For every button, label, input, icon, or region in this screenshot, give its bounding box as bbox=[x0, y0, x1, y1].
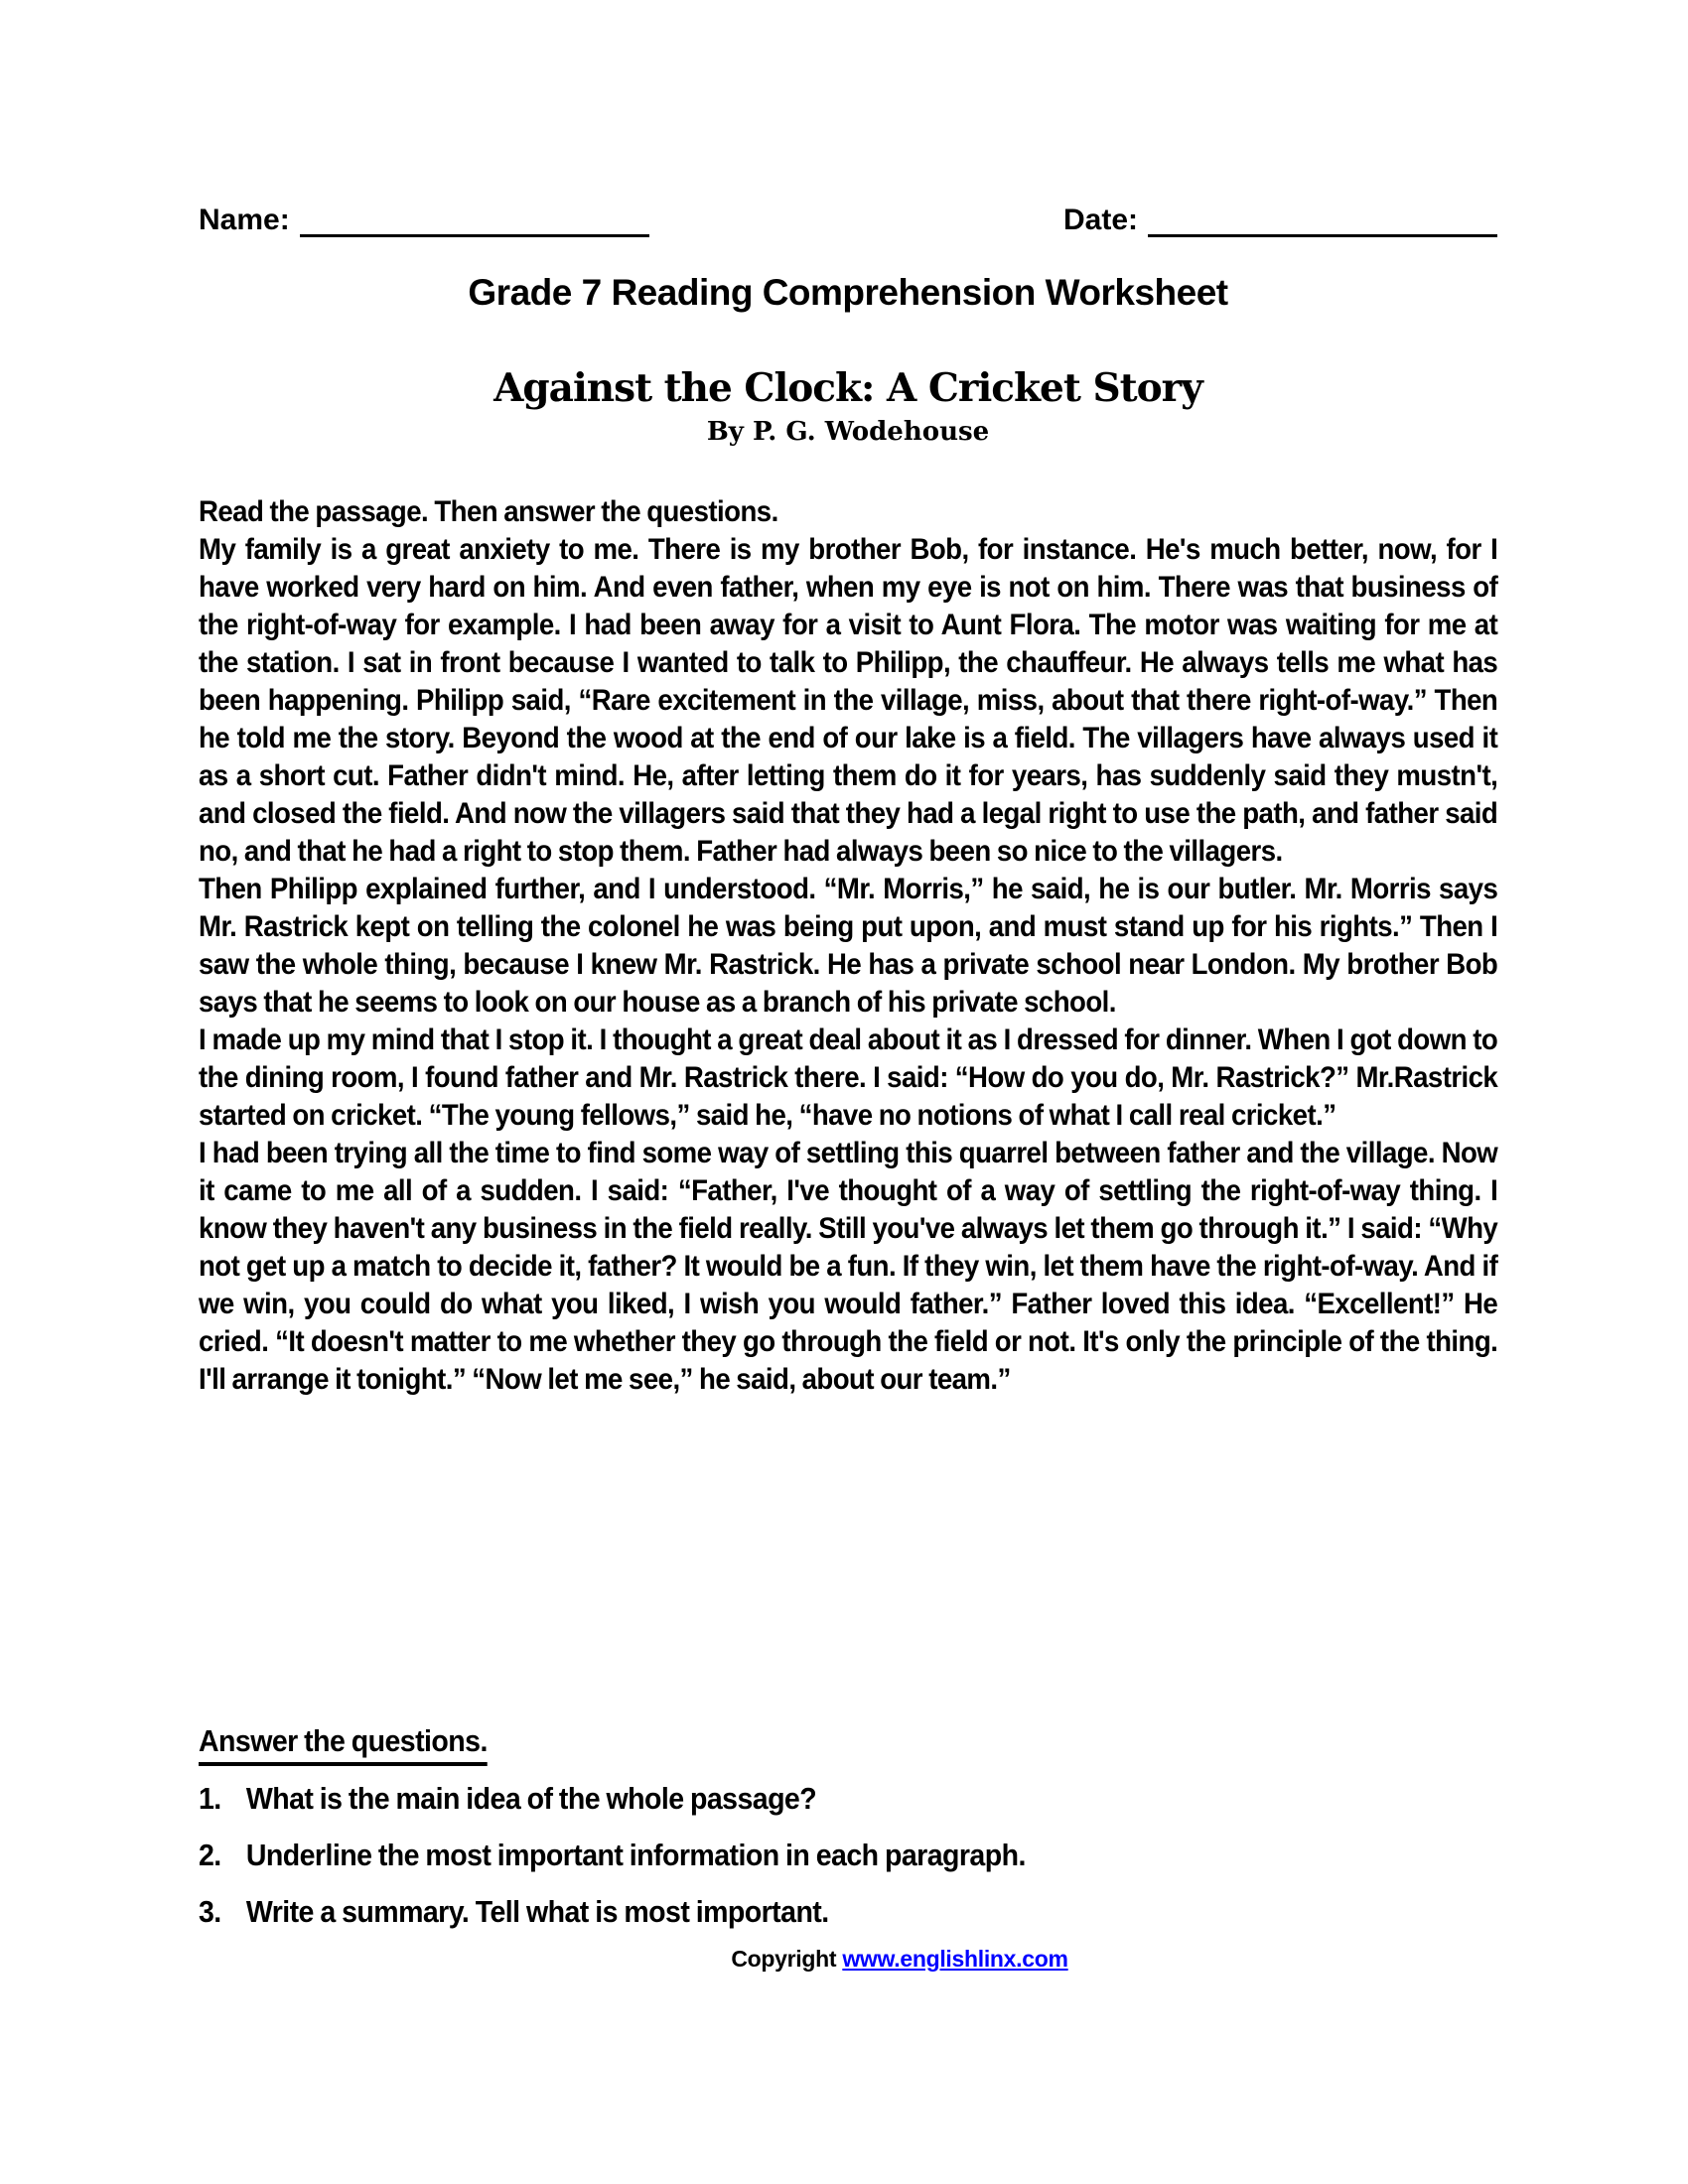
questions-list bbox=[199, 1781, 1497, 1951]
date-blank-line bbox=[1148, 206, 1497, 237]
question-item-2 bbox=[199, 1838, 1497, 1873]
copyright-link[interactable]: www.englishlinx.com bbox=[842, 1946, 1068, 1972]
name-blank-line bbox=[300, 206, 649, 237]
name-label: Name: bbox=[199, 204, 290, 236]
worksheet-title: Grade 7 Reading Comprehension Worksheet bbox=[468, 272, 1228, 313]
passage-instructions: Read the passage. Then answer the questions. bbox=[199, 495, 778, 528]
date-field bbox=[1063, 204, 1497, 237]
passage-paragraph-4: I had been trying all the time to find some way of settling this quarrel between father and the village. Now it came to me all of a sudden. I said: “Father, I've thought of a way of settling the right-of-way thing. I know they haven't any business in the field really. Still you've always let them go through it.” I said: “Why not get up a match to decide it, father? It would be a fun. If they win, let them have the right-of-way. And if we win, you could do what you liked, I wish you would father.” Father loved this idea. “Excellent!” He cried. “It doesn't matter to me whether they go through the field or not. It's only the principle of the thing. I'll arrange it tonight.” “Now let me see,” he said, about our team.” bbox=[199, 1137, 1498, 1396]
passage-paragraph-3: I made up my mind that I stop it. I thought a great deal about it as I dressed for dinner. When I got down to the dining room, I found father and Mr. Rastrick there. I said: “How do you do, Mr. Rastrick?” Mr.Rastrick started on cricket. “The young fellows,” said he, “have no notions of what I call real cricket.” bbox=[199, 1024, 1498, 1132]
footer-copyright bbox=[199, 1946, 1497, 1973]
copyright-label: Copyright bbox=[731, 1946, 837, 1972]
question-item-1 bbox=[199, 1781, 1497, 1817]
passage-paragraph-2: Then Philipp explained further, and I understood. “Mr. Morris,” he said, he is our butler. Mr. Morris says Mr. Rastrick kept on telling the colonel he was being put upon, and must stand up for his rights.” Then I saw the whole thing, because I knew Mr. Rastrick. He has a private school near London. My brother Bob says that he seems to look on our house as a branch of his private school. bbox=[199, 873, 1498, 1019]
question-text-1: What is the main idea of the whole passage? bbox=[245, 1781, 817, 1816]
date-label: Date: bbox=[1062, 204, 1138, 236]
answer-heading-block bbox=[199, 1723, 1497, 1766]
question-text-3: Write a summary. Tell what is most important. bbox=[245, 1894, 829, 1929]
story-title: Against the Clock: A Cricket Story bbox=[493, 365, 1202, 411]
name-field bbox=[199, 204, 649, 237]
passage-paragraph-1: My family is a great anxiety to me. There is my brother Bob, for instance. He's much better, now, for I have worked very hard on him. And even father, when my eye is not on him. There was that business of the right-of-way for example. I had been away for a visit to Aunt Flora. The motor was waiting for me at the station. I sat in front because I wanted to talk to Philipp, the chauffeur. He always tells me what has been happening. Philipp said, “Rare excitement in the village, miss, about that there right-of-way.” Then he told me the story. Beyond the wood at the end of our lake is a field. The villagers have always used it as a short cut. Father didn't mind. He, after letting them do it for years, has suddenly said they mustn't, and closed the field. And now the villagers said that they had a legal right to use the path, and father said no, and that he had a right to stop them. Father had always been so nice to the villagers. bbox=[199, 533, 1498, 868]
question-text-2: Underline the most important information in each paragraph. bbox=[245, 1838, 1026, 1872]
question-number-2: 2. bbox=[199, 1838, 221, 1872]
answer-heading: Answer the questions. bbox=[199, 1723, 488, 1766]
header-row bbox=[199, 204, 1497, 237]
question-item-3 bbox=[199, 1894, 1497, 1930]
passage-block bbox=[199, 493, 1497, 1399]
question-number-1: 1. bbox=[199, 1781, 221, 1816]
story-byline: By P. G. Wodehouse bbox=[706, 417, 990, 447]
question-number-3: 3. bbox=[199, 1894, 221, 1929]
